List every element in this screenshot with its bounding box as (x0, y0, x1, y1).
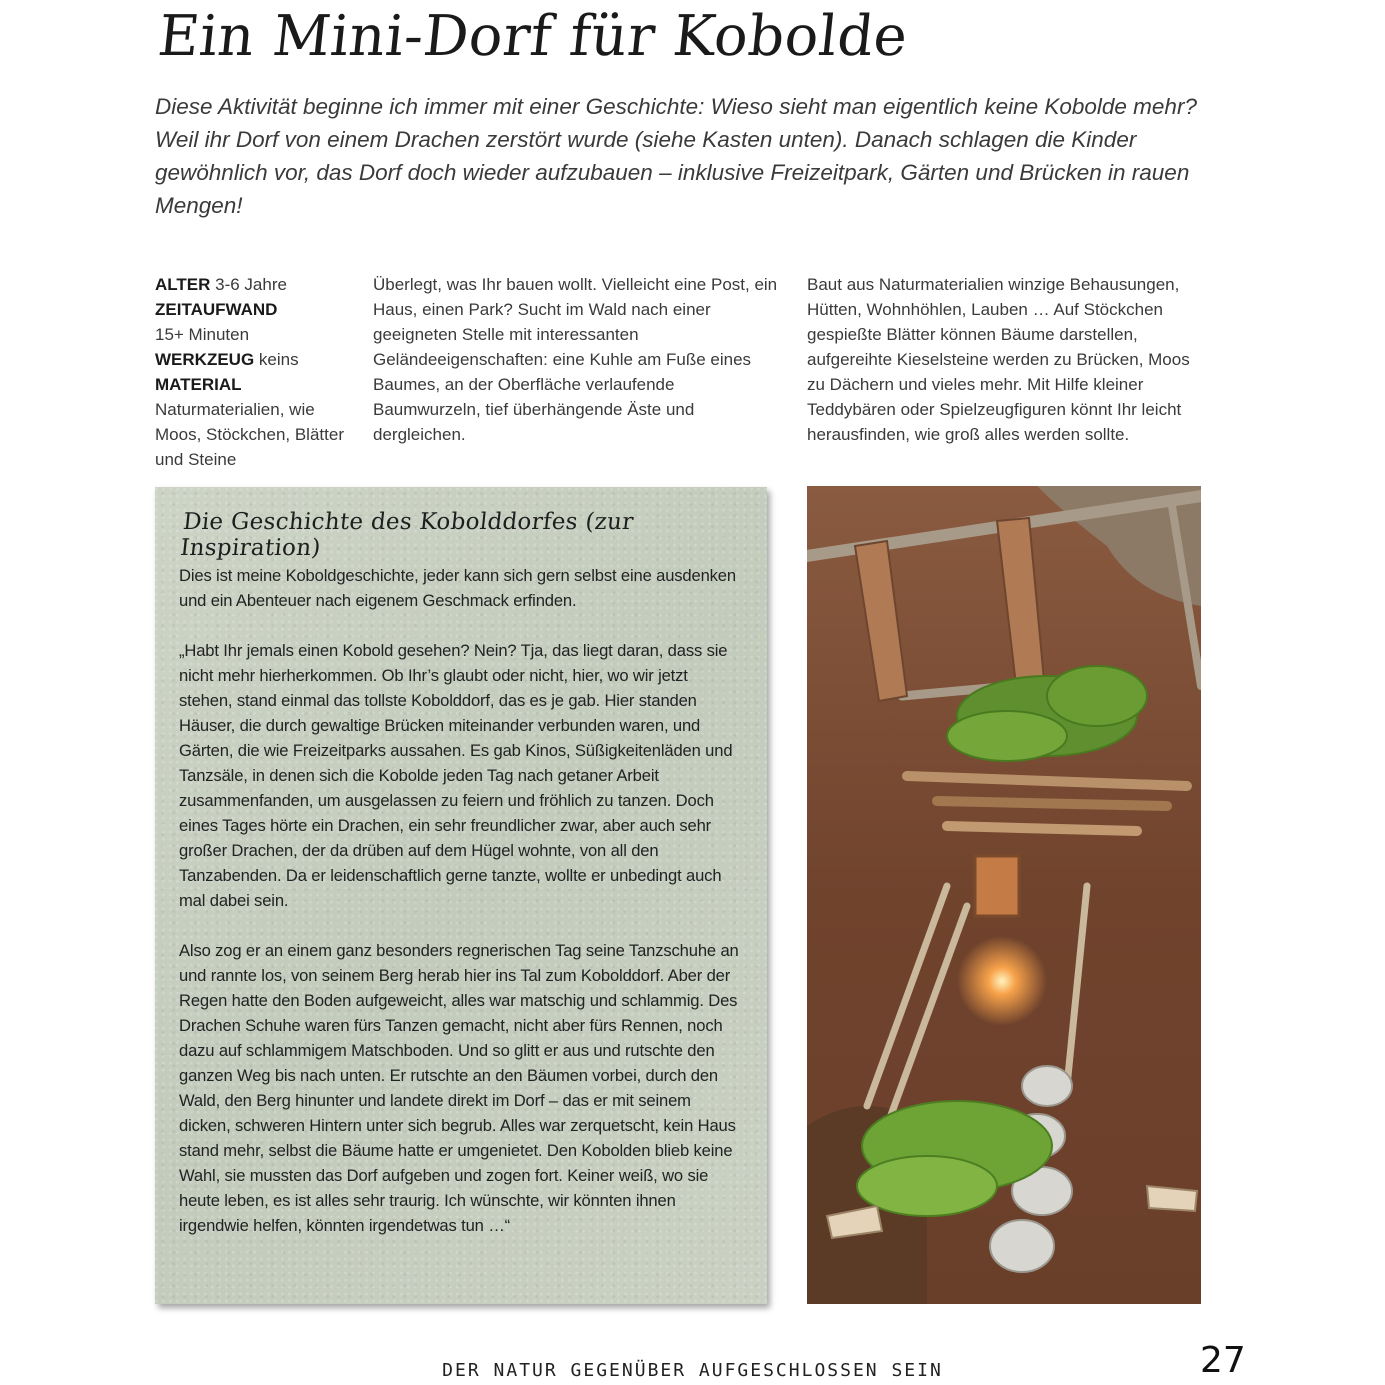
story-intro: Dies ist meine Koboldgeschichte, jeder kann sich gern selbst eine ausdenken und ein Abenteuer nach eigenem Geschmack erfinden. (179, 566, 736, 610)
info-time-value: 15+ Minuten (155, 325, 250, 344)
kobold-house-photo (807, 486, 1201, 1304)
info-tools (155, 347, 345, 372)
info-time-label: ZEITAUFWAND (155, 300, 278, 319)
info-tools-label: WERKZEUG (155, 350, 255, 369)
story-paragraph-2: Also zog er an einem ganz besonders regnerischen Tag seine Tanzschuhe an und rannte los, von seinem Berg herab hier ins Tal zum Kobolddorf. Aber der Regen hatte den Boden aufgeweicht, alles war matschig und schlammig. Des Drachen Schuhe waren fürs Tanzen gemacht, nicht aber fürs Rennen, noch dazu auf schlammigem Matschboden. Und so glitt er aus und rutschte den ganzen Weg bis nach unten. Er rutschte an den Bäumen vorbei, durch den Wald, den Berg hinunter und landete direkt im Dorf – das er mit seinem dicken, schweren Hintern unter sich begrub. Alles war zerquetscht, kein Haus stand mehr, selbst die Bäume hatte er umgenietet. Den Kobolden blieb keine Wahl, sie mussten das Dorf aufgeben und zogen fort. Keiner weiß, wo sie heute leben, es ist alles sehr traurig. Ich wünschte, wir könnten ihnen irgendwie helfen, könnten irgendetwas tun …“ (179, 941, 739, 1235)
info-time (155, 297, 345, 347)
info-column (155, 272, 345, 472)
story-heading: Die Geschichte des Kobolddorfes (zur Inspiration) (179, 509, 635, 561)
instructions-column-2: Baut aus Naturmaterialien winzige Behausungen, Hütten, Wohnhöhlen, Lauben … Auf Stöckchen gespießte Blätter können Bäume darstellen, aufgereihte Kieselsteine werden zu Brücken, Moos zu Dächern und vieles mehr. Mit Hilfe kleiner Teddybären oder Spielzeugfiguren könnt Ihr leicht herausfinden, wie groß alles werden sollte. (807, 275, 1190, 444)
info-age (155, 272, 345, 297)
section-footer: DER NATUR GEGENÜBER AUFGESCHLOSSEN SEIN (442, 1360, 943, 1381)
lead-paragraph: Diese Aktivität beginne ich immer mit einer Geschichte: Wieso sieht man eigentlich keine Kobolde mehr? Weil ihr Dorf von einem Drachen zerstört wurde (siehe Kasten unten). Danach schlagen die Kinder gewöhnlich vor, das Dorf doch wieder aufzubauen – inklusive Freizeitpark, Gärten und Brücken in rauen Mengen! (155, 94, 1197, 218)
page-number: 27 (1200, 1340, 1246, 1381)
info-material-label: MATERIAL (155, 375, 242, 394)
info-tools-value: keins (258, 350, 299, 369)
page-title: Ein Mini-Dorf für Kobolde (155, 4, 911, 69)
instructions-column-1: Überlegt, was Ihr bauen wollt. Vielleicht eine Post, ein Haus, einen Park? Sucht im Wald nach einer geeigneten Stelle mit interessanten Geländeeigenschaften: eine Kuhle am Fuße eines Baumes, an der Oberfläche verlaufende Baumwurzeln, tief überhängende Äste und dergleichen. (373, 275, 778, 444)
story-box (155, 487, 767, 1304)
info-age-label: ALTER (155, 275, 211, 294)
tiny-door (975, 856, 1019, 916)
info-material-value: Naturmaterialien, wie Moos, Stöckchen, Blätter und Steine (155, 400, 344, 469)
kobold-house-illustration (807, 486, 1201, 1304)
info-material (155, 372, 345, 472)
story-paragraph-1: „Habt Ihr jemals einen Kobold gesehen? Nein? Tja, das liegt daran, dass sie nicht mehr hierherkommen. Ob Ihr’s glaubt oder nicht, hier, wo wir jetzt stehen, stand einmal das tollste Kobolddorf, das es je gab. Hier standen Häuser, die durch gewaltige Brücken miteinander verbunden waren, und Gärten, die wie Freizeitparks aussahen. Es gab Kinos, Süßigkeitenläden und Tanzsäle, in denen sich die Kobolde jeden Tag nach getaner Arbeit zusammenfanden, um ausgelassen zu feiern und fröhlich zu tanzen. Doch eines Tages hörte ein Drachen, ein sehr freundlicher zwar, aber auch sehr großer Drachen, der da drüben auf dem Hügel wohnte, von all den Tanzabenden. Da er leidenschaftlich gerne tanzte, wollte er unbedingt auch mal dabei sein. (179, 641, 733, 910)
info-age-value: 3-6 Jahre (215, 275, 287, 294)
candle-glow (957, 936, 1047, 1026)
